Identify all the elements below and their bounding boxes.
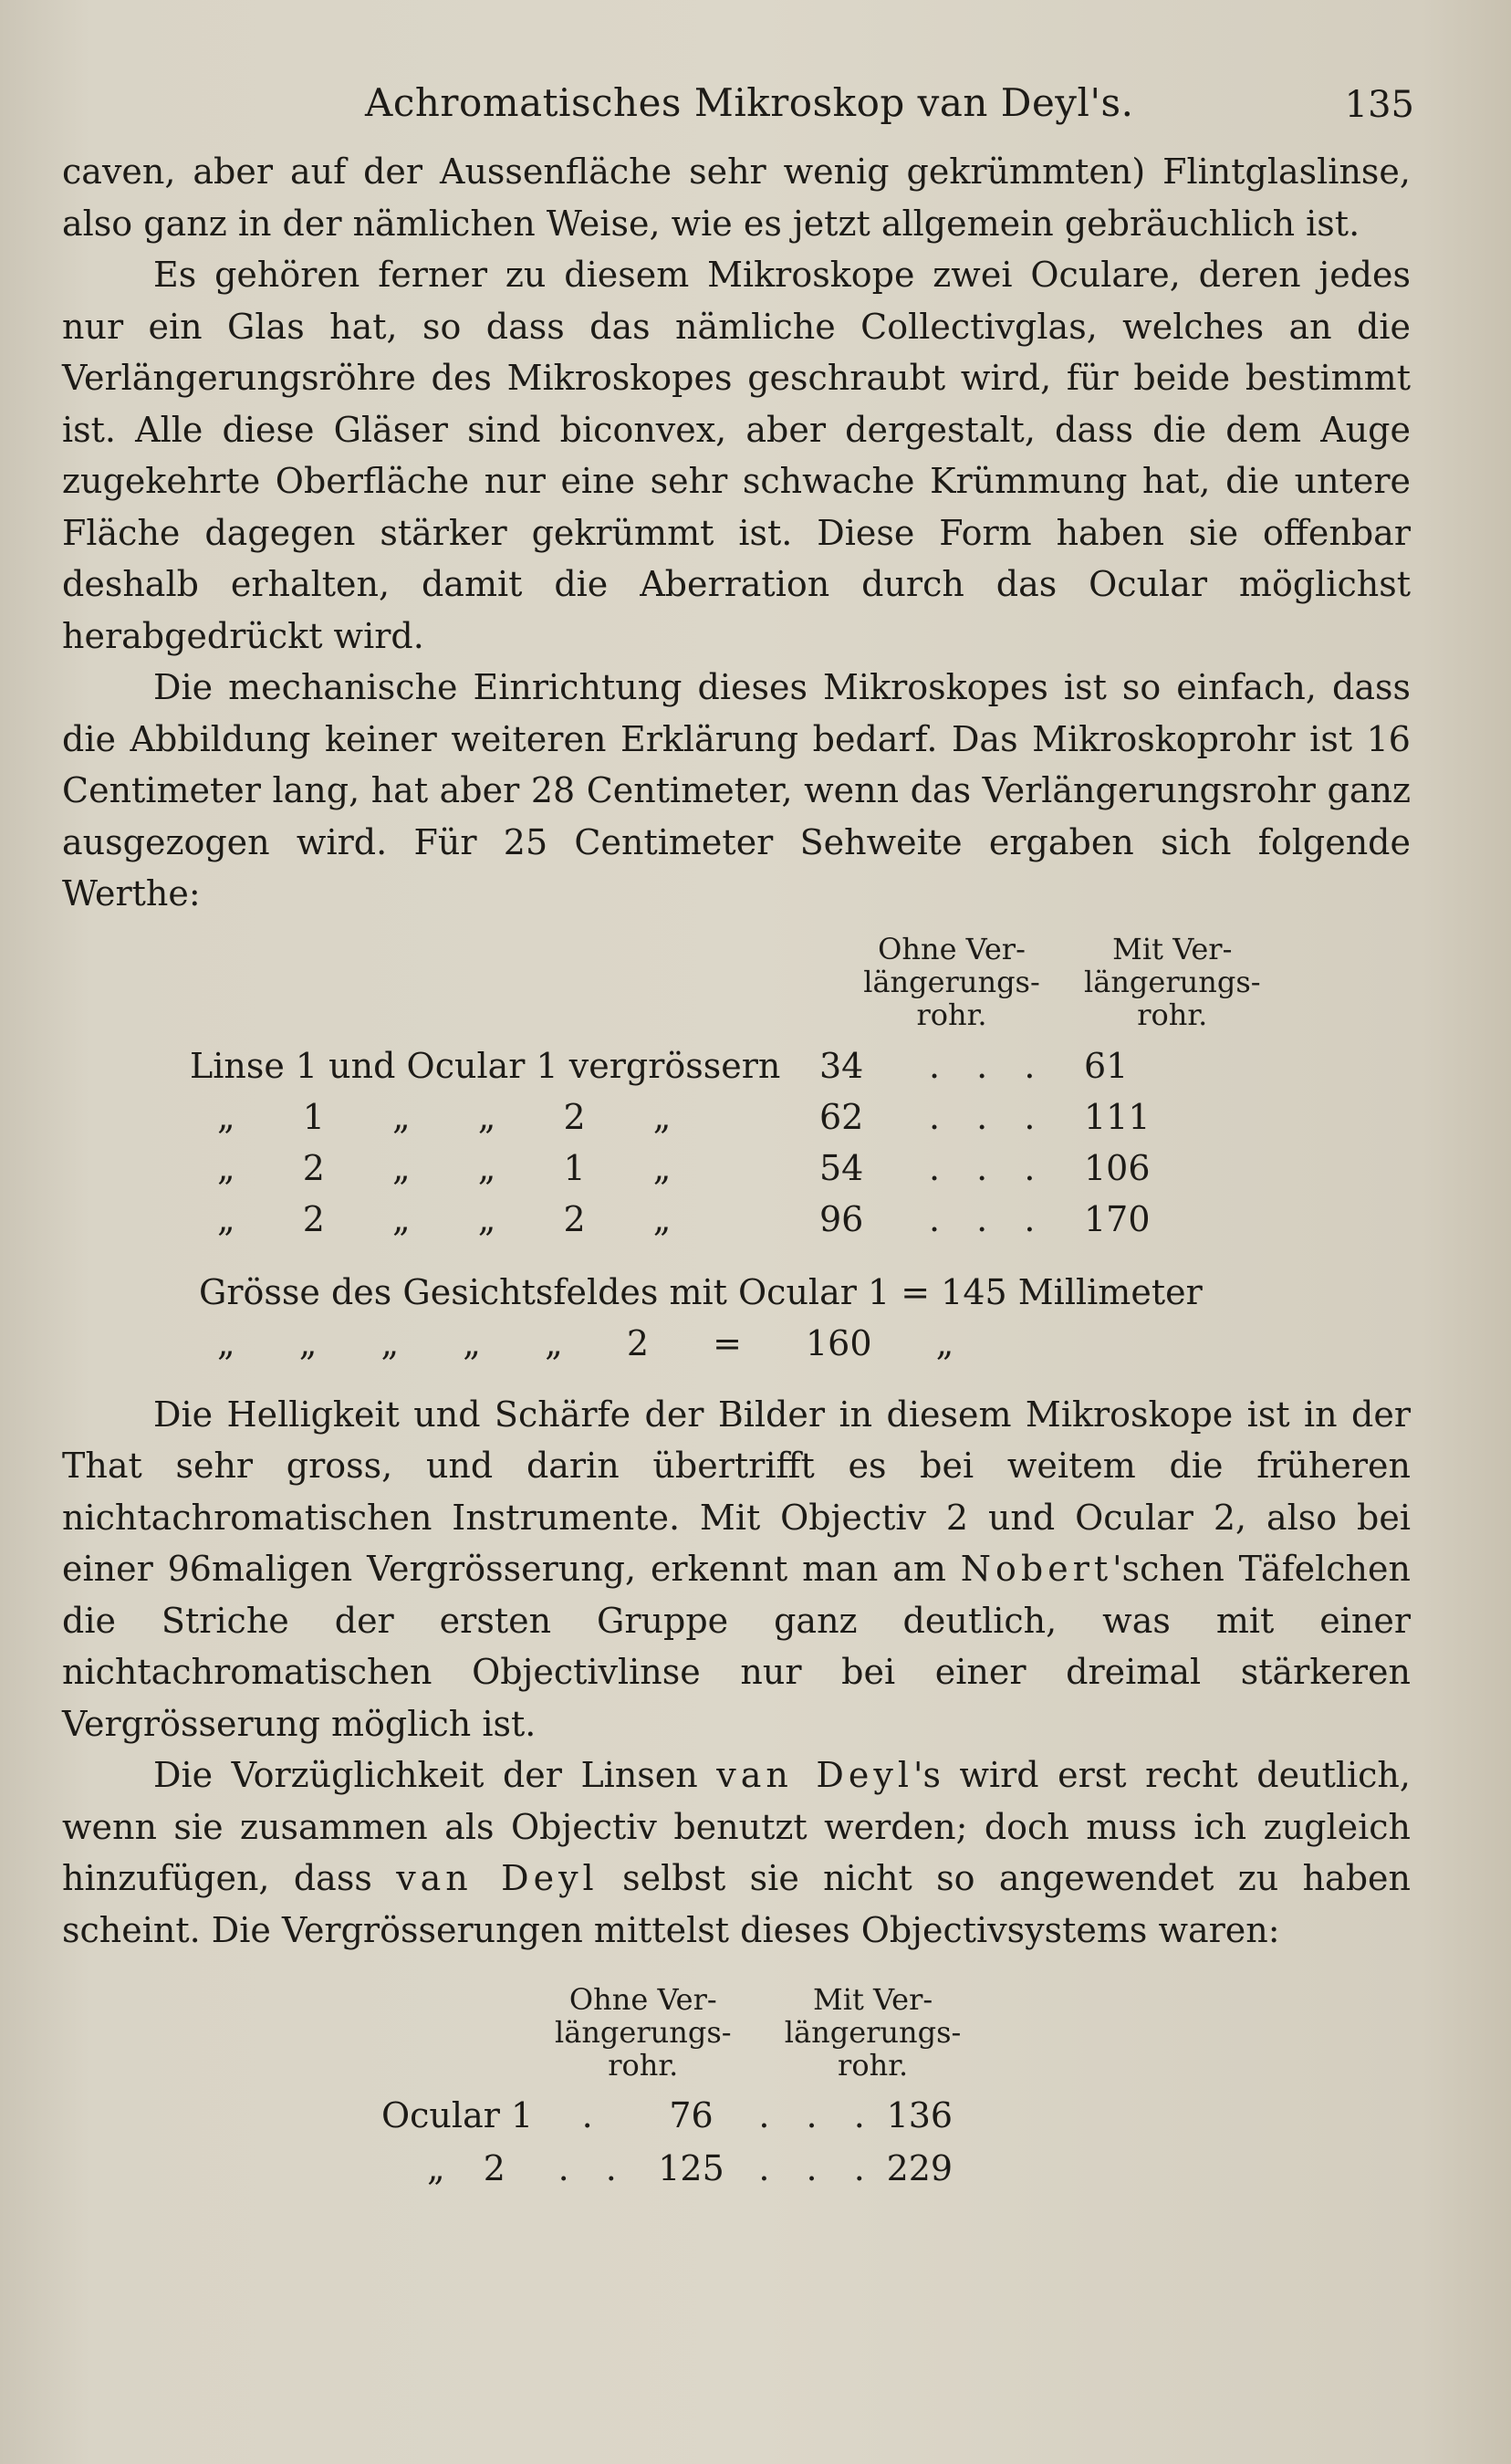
leader-dots: . . . (758, 2095, 878, 2135)
value-without: 54 (819, 1147, 864, 1188)
value-with: 170 (1084, 1198, 1151, 1239)
table-header-row (190, 933, 1261, 1040)
person-name-van-deyl: van Deyl (396, 1858, 599, 1898)
value-without: 125 (658, 2148, 724, 2188)
table-row (190, 1143, 1261, 1194)
header-without-extension: Ohne Ver- längerungs- rohr. (555, 1982, 732, 2083)
row-label: „ 2 „ „ 2 „ (217, 1198, 672, 1239)
leader-dots: . . . (758, 2148, 878, 2188)
page-number: 135 (1344, 84, 1414, 126)
value-without: 96 (819, 1198, 864, 1239)
value-without: 76 (669, 2095, 714, 2135)
header-with-extension: Mit Ver- längerungs- rohr. (784, 1982, 962, 2083)
header-without-extension: Ohne Ver- längerungs- rohr. (863, 931, 1040, 1032)
person-name-nobert: Nobert (960, 1549, 1113, 1589)
value-with: 136 (886, 2095, 953, 2135)
paragraph-flint-glass: caven, aber auf der Aussenfläche sehr wenig gekrümmten) Flintglaslinse, also ganz in der nämlichen Weise, wie es jetzt allgemein gebräuchlich ist. (62, 151, 1411, 244)
leader-dots: . . . (929, 1045, 1048, 1086)
magnification-table-single-lenses (190, 933, 1261, 1245)
running-title: Achromatisches Mikroskop van Deyl's. (365, 80, 1134, 125)
row-label: „ 2 „ „ 1 „ (217, 1147, 672, 1188)
table-row (190, 1194, 1261, 1245)
person-name-van-deyl: van Deyl (716, 1755, 913, 1795)
table-row (381, 2142, 978, 2195)
leader-dots: . . . (929, 1147, 1048, 1188)
value-with: 111 (1084, 1096, 1151, 1137)
value-without: 34 (819, 1045, 864, 1086)
value-with: 61 (1084, 1045, 1129, 1086)
page-body (62, 146, 1411, 2195)
table-header-blank (190, 933, 819, 1040)
paragraph-mechanics: Die mechanische Einrichtung dieses Mikroskopes ist so einfach, dass die Abbildung keiner weiteren Erklärung bedarf. Das Mikroskoprohr ist 16 Centimeter lang, hat aber 28 Centimeter, wenn das Verlängerungsrohr ganz ausgezogen wird. Für 25 Centimeter Sehweite ergaben sich folgende Werthe: (62, 667, 1411, 914)
row-label: „ 2 (427, 2148, 505, 2188)
value-with: 106 (1084, 1147, 1151, 1188)
paragraph-brightness (62, 1389, 1411, 1750)
paragraph-excellence (62, 1749, 1411, 1956)
field-of-view-line-2: „ „ „ „ „ 2 = 160 „ (217, 1322, 954, 1363)
value-with: 229 (886, 2148, 953, 2188)
leader-dots: . (581, 2095, 606, 2135)
row-label: Linse 1 und Ocular 1 vergrössern (190, 1045, 781, 1086)
excellence-text-3: selbst sie nicht so angewendet zu haben scheint. Die Vergrösserungen mittelst dieses Objectivsystems waren: (62, 1858, 1411, 1950)
table-row (190, 1091, 1261, 1143)
excellence-text-2: 's wird erst recht deutlich, wenn sie zusammen als Objectiv benutzt werden; doch muss ich zugleich hinzufügen, dass (62, 1755, 1411, 1898)
magnification-table-objective-system (381, 1983, 978, 2195)
table-row (190, 1040, 1261, 1091)
leader-dots: . . (558, 2148, 630, 2188)
table-header-row (381, 1983, 978, 2089)
row-label: Ocular 1 (381, 2095, 534, 2135)
page-header (55, 73, 1414, 137)
paragraph-oculars: Es gehören ferner zu diesem Mikroskope zwei Oculare, deren jedes nur ein Glas hat, so dass das nämliche Collectivglas, welches an die Verlängerungsröhre des Mikroskopes geschraubt wird, für beide bestimmt ist. Alle diese Gläser sind biconvex, aber dergestalt, dass die dem Auge zugekehrte Oberfläche nur eine sehr schwache Krümmung hat, die untere Fläche dagegen stärker gekrümmt ist. Diese Form haben sie offenbar deshalb erhalten, damit die Aberration durch das Ocular möglichst herabgedrückt wird. (62, 255, 1411, 656)
leader-dots: . . . (929, 1096, 1048, 1137)
brightness-text-before: Die Helligkeit und Schärfe der Bilder in diesem Mikroskope ist in der That sehr gross, und darin übertrifft es bei weitem die früheren nichtachromatischen Instrumente. Mit Objectiv 2 und Ocular 2, also bei einer 96maligen Vergrösserung, erkennt man am (62, 1394, 1411, 1589)
value-without: 62 (819, 1096, 864, 1137)
table-row (381, 2089, 978, 2142)
brightness-text-after: 'schen Täfelchen die Striche der ersten Gruppe ganz deutlich, was mit einer nichtachromatischen Objectivlinse nur bei einer dreimal stärkeren Vergrösserung möglich ist. (62, 1549, 1411, 1744)
excellence-text-1: Die Vorzüglichkeit der Linsen (153, 1755, 698, 1795)
leader-dots: . . . (929, 1198, 1048, 1239)
table-header-blank (381, 1983, 555, 2089)
field-of-view-line-1: Grösse des Gesichtsfeldes mit Ocular 1 = 145 Millimeter (199, 1271, 1203, 1312)
header-with-extension: Mit Ver- längerungs- rohr. (1084, 931, 1261, 1032)
row-label: „ 1 „ „ 2 „ (217, 1096, 672, 1137)
